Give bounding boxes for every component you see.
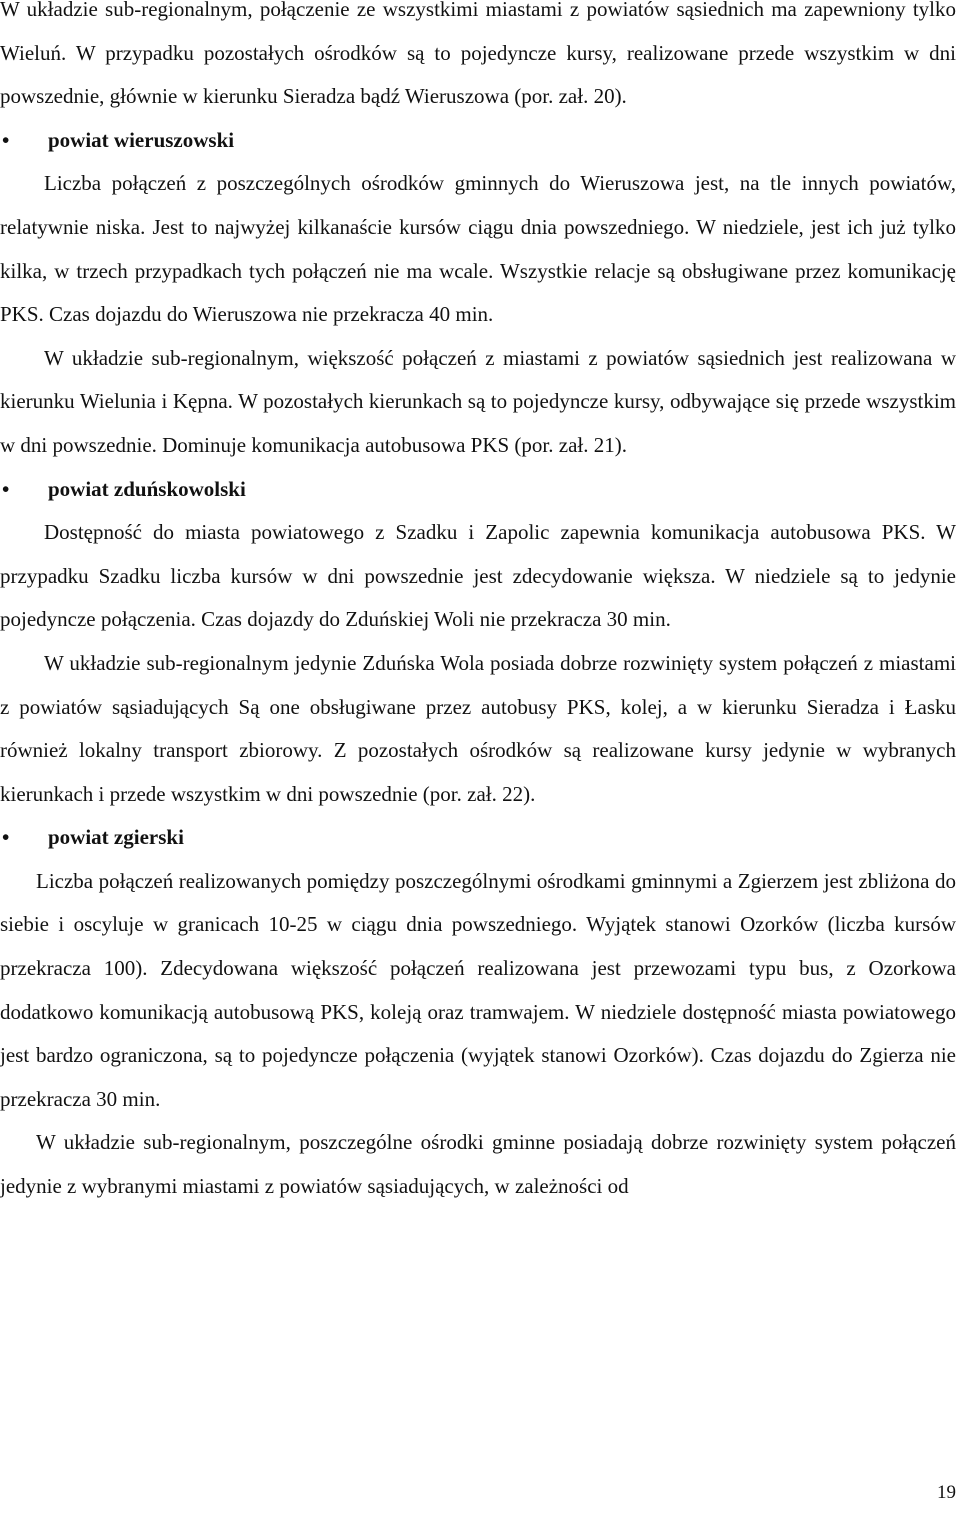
bullet-icon: • [2, 476, 10, 501]
paragraph-wielun: W układzie sub-regionalnym, połączenie ze wszystkimi miastami z powiatów sąsiednich ma zapewniony tylko Wieluń. W przypadku pozostałych ośrodków są to pojedyncze kursy, realizowane przede wszystkim w dni powszednie, głównie w kierunku Sieradza bądź Wieruszowa (por. zał. 20). [0, 0, 956, 109]
paragraph-zgierz-connections: Liczba połączeń realizowanych pomiędzy poszczególnymi ośrodkami gminnymi a Zgierzem jest zbliżona do siebie i oscyluje w granicach 10-25 w ciągu dnia powszedniego. Wyjątek stanowi Ozorków (liczba kursów przekracza 100). Zdecydowana większość połączeń realizowana jest przewozami typu bus, z Ozorkowa dodatkowo komunikacją autobusową PKS, koleją oraz tramwajem. W niedziele dostępność miasta powiatowego jest bardzo ograniczona, są to pojedyncze połączenia (wyjątek stanowi Ozorków). Czas dojazdu do Zgierza nie przekracza 30 min. [0, 868, 956, 1111]
page-number: 19 [937, 1482, 956, 1503]
heading-text: powiat zgierski [48, 825, 184, 850]
paragraph-zdunska-subregional: W układzie sub-regionalnym jedynie Zduńska Wola posiada dobrze rozwinięty system połączeń z miastami z powiatów sąsiadujących Są one obsługiwane przez autobusy PKS, kolej, a w kierunku Sieradza i Łasku również lokalny transport zbiorowy. Z pozostałych ośrodków są realizowane kursy jedynie w wybranych kierunkach i przede wszystkim w dni powszednie (por. zał. 22). [0, 650, 956, 806]
heading-powiat-zdunskowolski [0, 468, 956, 512]
heading-powiat-wieruszowski [0, 119, 956, 163]
paragraph-zdunska-connections: Dostępność do miasta powiatowego z Szadku i Zapolic zapewnia komunikacja autobusowa PKS. W przypadku Szadku liczba kursów w dni powszednie jest zdecydowanie większa. W niedziele są to jedynie pojedyncze połączenia. Czas dojazdy do Zduńskiej Woli nie przekracza 30 min. [0, 520, 956, 632]
bullet-icon: • [2, 825, 10, 850]
heading-text: powiat wieruszowski [48, 127, 235, 152]
heading-text: powiat zduńskowolski [48, 476, 246, 501]
heading-powiat-zgierski [0, 816, 956, 860]
bullet-icon: • [2, 127, 10, 152]
paragraph-wieruszow-connections: Liczba połączeń z poszczególnych ośrodków gminnych do Wieruszowa jest, na tle innych powiatów, relatywnie niska. Jest to najwyżej kilkanaście kursów ciągu dnia powszedniego. W niedziele, jest ich już tylko kilka, w trzech przypadkach tych połączeń nie ma wcale. Wszystkie relacje są obsługiwane przez komunikację PKS. Czas dojazdu do Wieruszowa nie przekracza 40 min. [0, 171, 956, 327]
paragraph-zgierz-subregional: W układzie sub-regionalnym, poszczególne ośrodki gminne posiadają dobrze rozwinięty system połączeń jedynie z wybranymi miastami z powiatów sąsiadujących, w zależności od [0, 1130, 956, 1199]
paragraph-wieruszow-subregional: W układzie sub-regionalnym, większość połączeń z miastami z powiatów sąsiednich jest realizowana w kierunku Wielunia i Kępna. W pozostałych kierunkach są to pojedyncze kursy, odbywające się przede wszystkim w dni powszednie. Dominuje komunikacja autobusowa PKS (por. zał. 21). [0, 345, 956, 457]
